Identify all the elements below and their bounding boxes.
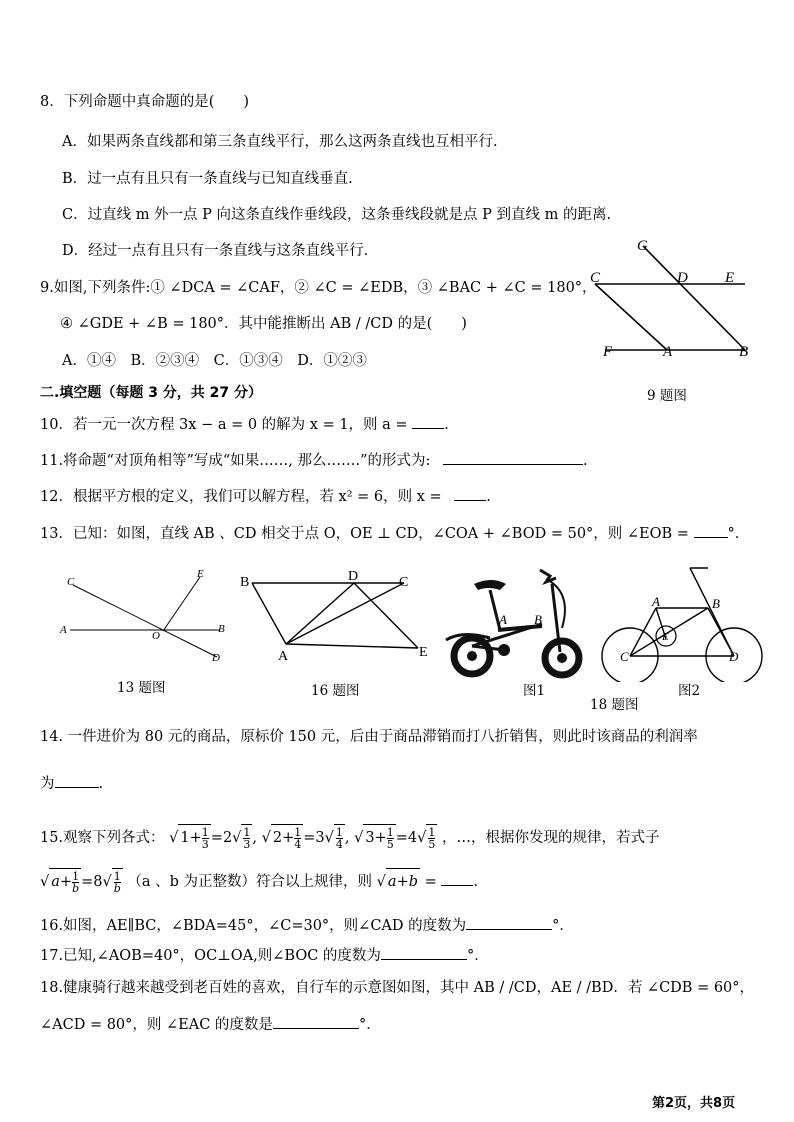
fig13-label-o: O [152,630,160,642]
figure-9 [585,232,755,367]
q18-unit: °． [358,1017,381,1033]
q13 [40,523,749,544]
fig9-label-f: F [603,344,613,360]
fig18-img2-label: 图2 [678,683,701,699]
fig16-label-b: B [240,575,250,590]
q16-answer-blank[interactable] [466,915,552,930]
fig18-photo-label-a: A [499,612,507,627]
q8-stem: 8．下列命题中真命题的是( ) [40,94,250,110]
q15-line2: √ a+ $\frac{1}{b}$ =8√ $\frac{1}{b}$ （a 、b 为正整数）符合以上规律，则 √ a+b = . [40,869,478,895]
q15-sqrt-sum: √ a+b [377,874,420,890]
q14-line2: 为 . [40,773,103,794]
q8-option-b: B．过一点有且只有一条直线与已知直线垂直. [62,171,353,187]
q10-answer-blank[interactable] [412,414,444,429]
fig13-label-a: A [60,624,67,636]
q18-line2 [40,1014,381,1035]
q15-mid: ，…，根据你发现的规律，若式子 [441,830,660,846]
fig18-label-c: C [620,649,629,664]
fig13-label-b: B [218,623,225,635]
q16-text: 16.如图，AE∥BC，∠BDA=45°，∠C=30°，则∠CAD 的度数为 [40,918,467,934]
q15-formulas: √ 1+ $\frac{1}{3}$ =2√ $\frac{1}{3}$ , √ 2+ $\frac{1}{4}$ =3√ $\frac{1}{4}$ , √ 3+ $\frac{1}{5}$ =4√ $\frac{1}{5}$ [169,825,436,851]
figure-16 [238,568,438,668]
fig9-label-e: E [725,270,735,286]
section-2-heading: 二.填空题（每题 3 分，共 27 分） [40,385,263,401]
fig16-label-c: C [399,575,409,590]
fig13-label-e: E [197,568,204,580]
q12-text: 12．根据平方根的定义，我们可以解方程，若 x² = 6，则 x = [40,489,442,505]
fig9-label-c: C [590,270,601,286]
q15-answer-blank[interactable] [441,871,473,886]
q15-formula2: √ a+ $\frac{1}{b}$ =8√ $\frac{1}{b}$ [40,869,121,895]
q17-unit: °． [466,948,489,964]
q14: 14. 一件进价为 80 元的商品，原标价 150 元，后由于商品滞销而打八折销售，则此时该商品的利润率 [40,729,698,745]
q9-stem: 9.如图,下列条件:① ∠DCA = ∠CAF，② ∠C = ∠EDB，③ ∠BAC + ∠C = 180°， [40,280,597,296]
q11-text: 11.将命题“对顶角相等”写成“如果……, 那么…….”的形式为: [40,453,431,469]
fig13-label-d: D [212,652,220,664]
fig16-label-d: D [348,569,359,584]
q15-pre: 15.观察下列各式： [40,830,165,846]
q10: 10．若一元一次方程 3x − a = 0 的解为 x = 1，则 a = . [40,414,449,435]
q15-line1 [40,824,659,850]
q12-answer-blank[interactable] [454,486,486,501]
q16-unit: °． [552,918,574,934]
q9-options: A．①④ B．②③④ C．①③④ D．①②③ [62,353,367,369]
q18: 18.健康骑行越来越受到老百姓的喜欢，自行车的示意图如图，其中 AB / /CD，AE / /BD．若 ∠CDB = 60°， [40,980,755,996]
page-footer: 第2页，共8页 [652,1096,736,1111]
q17 [40,945,489,966]
fig9-label-g: G [637,238,648,254]
q14-line2-text: 为 [40,776,55,792]
fig18-label-b: B [712,596,720,611]
q13-answer-blank[interactable] [694,523,728,538]
fig9-label-a: A [663,344,673,360]
q12: 12．根据平方根的定义，我们可以解方程，若 x² = 6，则 x = . [40,486,491,507]
fig18-label-a: A [652,594,660,609]
q13-unit: °． [727,526,750,542]
q15-eq: = [424,874,437,890]
fig18-label-d: D [729,649,739,664]
figure-13 [55,565,235,675]
fig16-label-a: A [278,649,289,664]
fig18-photo-label-b: B [534,612,542,627]
q11: 11.将命题“对顶角相等”写成“如果……, 那么…….”的形式为: . [40,450,588,471]
q17-answer-blank[interactable] [381,945,467,960]
fig18-caption: 18 题图 [590,697,639,713]
fig16-caption: 16 题图 [311,683,360,699]
fig13-caption: 13 题图 [117,680,166,696]
fig13-label-c: C [67,576,75,588]
q15-line2a: （a 、b 为正整数）符合以上规律，则 [127,874,373,890]
fig18-label-e: E [662,631,669,643]
q8-option-c: C．过直线 m 外一点 P 向这条直线作垂线段，这条垂线段就是点 P 到直线 m 的距离. [62,207,612,223]
q18-line2-text: ∠ACD = 80°，则 ∠EAC 的度数是 [40,1017,273,1033]
fig18-img1-label: 图1 [523,683,546,699]
figure-18-bicycle-photo [442,564,592,682]
q17-text: 17.已知,∠AOB=40°，OC⊥OA,则∠BOC 的度数为 [40,948,381,964]
fig9-caption: 9 题图 [647,388,687,404]
fig9-label-d: D [677,270,688,286]
fig16-label-e: E [419,645,428,660]
q10-text: 10．若一元一次方程 3x − a = 0 的解为 x = 1，则 a = [40,417,408,433]
q8-option-a: A．如果两条直线都和第三条直线平行，那么这两条直线也互相平行. [62,134,498,150]
q14-answer-blank[interactable] [55,773,99,788]
q18-answer-blank[interactable] [273,1014,359,1029]
q13-text: 13．已知：如图，直线 AB 、CD 相交于点 O，OE ⊥ CD，∠COA + ∠BOD = 50°，则 ∠EOB = [40,526,689,542]
q8-option-d: D．经过一点有且只有一条直线与这条直线平行. [62,243,369,259]
q16 [40,915,574,936]
q11-answer-blank[interactable] [443,450,583,465]
q9-stem-2: ④ ∠GDE + ∠B = 180°．其中能推断出 AB / /CD 的是( ) [60,316,467,332]
figure-18-diagram [596,564,766,682]
fig9-label-b: B [739,344,749,360]
